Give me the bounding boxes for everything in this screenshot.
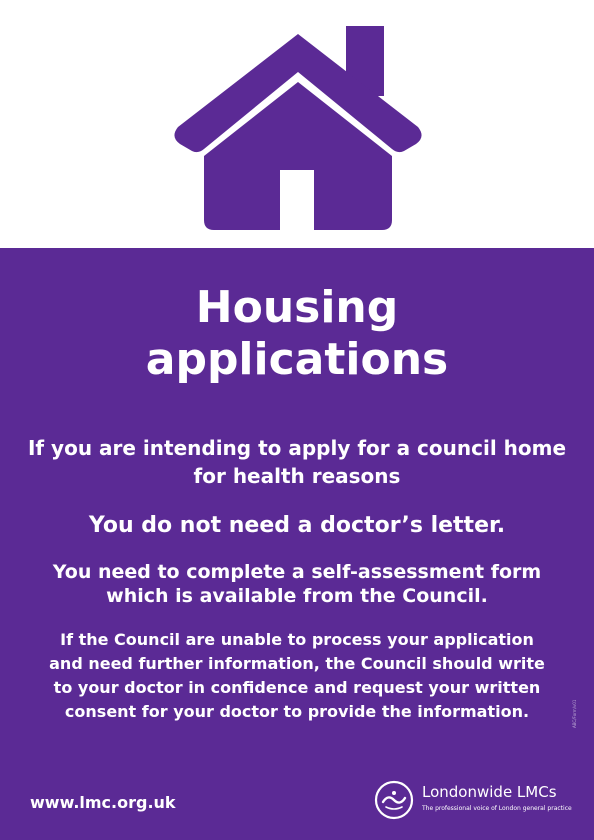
org-tagline: The professional voice of London general practice [422,805,572,812]
print-code: ABC/Form/v01 [572,699,577,728]
house-icon [168,24,428,234]
text-line: to your doctor in confidence and request your written [53,678,541,697]
londonwide-lmcs-logo-icon [374,780,414,820]
title-line: Housing [195,282,399,333]
website-link[interactable]: www.lmc.org.uk [30,793,176,812]
org-logo [374,780,584,824]
text-line: consent for your doctor to provide the information. [64,702,530,721]
title-line: applications [145,334,449,385]
text-line: for health reasons [193,464,401,488]
text-line: which is available from the Council. [106,585,488,607]
info-panel [0,248,594,840]
text-line: and need further information, the Council should write [49,654,545,673]
no-letter-text: You do not need a doctor’s letter. [88,513,506,538]
further-info-text [20,628,574,724]
text-line: You need to complete a self-assessment form [52,561,542,583]
text-line: If you are intending to apply for a council home [27,436,567,460]
self-assessment-text [20,560,574,608]
page-title [0,282,594,386]
org-name: Londonwide LMCs [422,783,557,801]
text-line: If the Council are unable to process your application [60,630,534,649]
intro-text [20,434,574,490]
header-area [0,0,594,248]
